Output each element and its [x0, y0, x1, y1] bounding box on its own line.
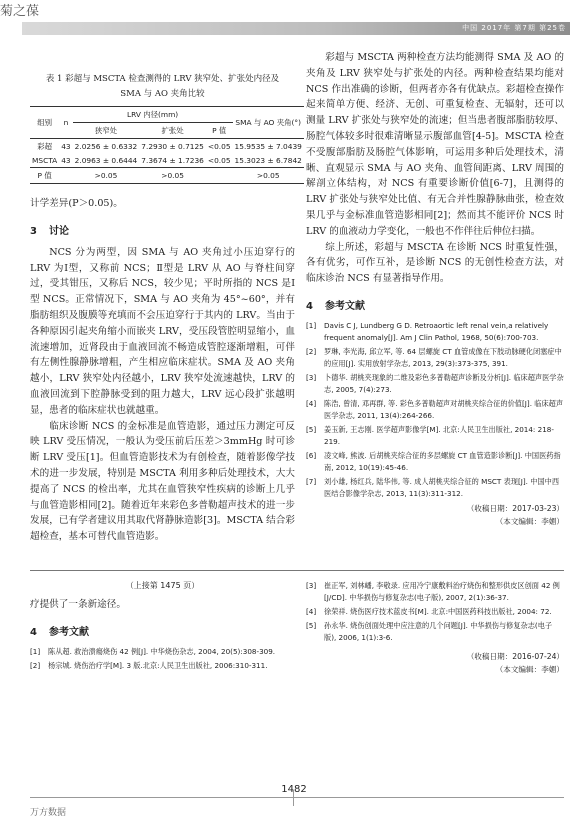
table-caption	[30, 72, 295, 102]
reference-list	[306, 320, 564, 500]
footer-line	[30, 797, 564, 798]
discussion-number: 3	[30, 225, 37, 237]
cell-expand: >0.05	[139, 168, 206, 184]
journal-header: 中国 2017年 第7期 第25卷	[462, 24, 566, 32]
reference-item	[306, 398, 564, 422]
footer-tick	[293, 790, 294, 806]
bottom-left-column	[30, 580, 295, 674]
cell-angle: >0.05	[233, 168, 304, 184]
bottom-right-column	[306, 580, 564, 676]
cell-narrow: 2.0256 ± 0.6332	[74, 142, 138, 151]
bottom-right-reference-list	[306, 580, 564, 644]
comparison-table	[30, 106, 304, 184]
cell-p: <0.05	[206, 154, 233, 168]
col-expand: 扩张处	[139, 123, 206, 139]
cell-n: 43	[61, 142, 71, 151]
reference-item	[306, 620, 564, 644]
reference-text: 杨宗城. 烧伤治疗学[M]. 3 版.北京:人民卫生出版社, 2006:310-311.	[48, 660, 268, 670]
col-n: n	[59, 107, 72, 139]
reference-text: Davis C J, Lundberg G D. Retroaortic left renal vein,a relatively frequent anomaly[J]. Am J Clin Pathol, 1968, 50(6):700-703.	[324, 320, 549, 342]
reference-item	[306, 580, 564, 604]
reference-text: 陈浩, 曾清, 邓再群, 等. 彩色多普勒超声对胡桃夹综合征的价值[J]. 临床超声医学杂志, 2011, 13(4):264-266.	[324, 398, 564, 420]
col-group: 组别	[30, 107, 59, 139]
reference-number: [1]	[306, 320, 317, 330]
cell-group: 彩超	[37, 142, 53, 151]
left-column	[30, 50, 302, 545]
discussion-title: 讨论	[48, 225, 69, 237]
reference-number: [4]	[306, 398, 317, 408]
right-paragraph-1: 彩超与 MSCTA 两种检查方法均能测得 SMA 及 AO 的夹角及 LRV 狭窄处与扩张处的内径。两种检查结果均能对 NCS 作出准确的诊断，但两者亦各有优缺点。彩超检查操作起来简单方便、经济、无创、可重复检查、无辐射，还可以测量 LRV 扩张处与狭窄处的流速；但当患者腹部脂肪较厚、肠腔气体较多时很难清晰显示腹部血管[4-5]。MSCTA 检查不受腹部脂肪及肠腔气体影响，可运用多种后处理技术，清晰、直观显示 SMA 与 AO 夹角、血管间距离、LRV 周围的解剖立体结构，对 NCS 有重要诊断价值[6-7]，且测得的 LRV 扩张处与狭窄处比值、有无合并性腺静脉曲张，检查效果几乎与金标准血管造影相同[2]；然而其不能评价 NCS 时 LRV 的血液动力学变化，一般也不作伴往后伸位扫描。	[306, 52, 564, 237]
received-date: （收稿日期：2017-03-23）	[466, 503, 564, 513]
reference-text: 罗琳, 李光海, 邱立军, 等. 64 层螺旋 CT 血管成像在下肢动脉硬化闭塞症中的应用[J]. 实用放射学杂志, 2013, 29(3):373-375, 391.	[324, 346, 562, 368]
reference-number: [1]	[30, 646, 41, 656]
reference-text: 徐荣祥. 烧伤医疗技术蓝皮书[M]. 北京:中国医药科技出版社, 2004: 72.	[324, 607, 552, 616]
cell-angle: 15.3023 ± 6.7842	[233, 154, 304, 168]
col-narrow: 狭窄处	[73, 123, 140, 139]
table-caption-line2: SMA 与 AO 夹角比较	[120, 89, 205, 99]
reference-number: [4]	[306, 607, 317, 616]
references-title: 参考文献	[324, 300, 365, 312]
bottom-references-number: 4	[30, 626, 37, 638]
reference-number: [3]	[306, 581, 317, 590]
continued-note: （上接第 1475 页）	[125, 581, 200, 590]
reference-item	[306, 346, 564, 370]
table-row	[30, 154, 304, 168]
editor-note: （本文编辑：李媚）	[495, 516, 564, 526]
reference-text: 陈从超. 救治溃瘍烧伤 42 例[J]. 中华烧伤杂志, 2004, 20(5):308-309.	[48, 646, 276, 656]
cell-p	[206, 168, 233, 184]
col-p: P 值	[206, 123, 233, 139]
bottom-reference-list	[30, 646, 295, 672]
reference-number: [6]	[306, 450, 317, 460]
cell-n	[59, 168, 72, 184]
reference-item	[306, 450, 564, 474]
bottom-paragraph: 疗提供了一条新途径。	[30, 599, 126, 610]
reference-text: 刘小雄, 杨红兵, 陆华伟, 等. 成人胡桃夹综合征的 MSCT 表现[J]. 中国中西医结合影像学杂志, 2013, 11(3):311-312.	[324, 476, 560, 498]
cell-angle: 15.9535 ± 7.0439	[234, 142, 302, 151]
discussion-paragraph-2: 临床诊断 NCS 的金标准是血管造影，通过压力测定可反映 LRV 受压情况，一般认为受压前后压差＞3mmHg 时可诊断 LRV 受压[1]。但血管造影技术为有创检查，随着影像学技术的进一步发展，特别是 MSCTA 利用多种后处理技术，大大提高了 NCS 的检出率，尤其在血管狭窄性疾病的诊断上几乎与血管造影相同[2]。随着近年来彩色多普勒超声技术的进一步发展，已有学者建议用其取代肾静脉造影[3]。MSCTA 结合彩超检查，基本可替代血管造影。	[30, 420, 295, 543]
cell-p: <0.05	[207, 142, 231, 151]
reference-text: 姜玉新, 王志刚. 医学超声影像学[M]. 北京:人民卫生出版社, 2014: 218-219.	[324, 424, 554, 446]
right-paragraph-2: 综上所述，彩超与 MSCTA 在诊断 NCS 时重复性强，各有优劣，可作互补，是诊断 NCS 的无创性检查方法，对临床诊治 NCS 有显著指导作用。	[306, 241, 564, 285]
cell-group: MSCTA	[30, 154, 59, 168]
bottom-references-heading	[30, 623, 295, 638]
reference-item	[30, 660, 295, 672]
page-number: 1482	[281, 784, 307, 795]
references-heading	[306, 297, 564, 312]
stat-sentence: 计学差异(P＞0.05)。	[30, 198, 123, 209]
reference-item	[30, 646, 295, 658]
table-row	[30, 168, 304, 184]
reference-item	[306, 606, 564, 618]
bottom-references-title: 参考文献	[48, 626, 89, 638]
reference-number: [3]	[306, 372, 317, 382]
cell-expand: 7.2930 ± 0.7125	[141, 142, 204, 151]
reference-number: [2]	[30, 660, 41, 670]
cell-expand: 7.3674 ± 1.7236	[139, 154, 206, 168]
reference-text: 卜德华. 胡桃夹现象的二维及彩色多普勒超声诊断及分析[J]. 临床超声医学杂志, 2005, 7(4):273.	[324, 372, 564, 394]
reference-number: [7]	[306, 476, 317, 486]
bottom-received-date: （收稿日期：2016-07-24）	[466, 652, 564, 661]
cell-narrow: 2.0963 ± 0.6444	[73, 154, 140, 168]
cell-group: P 值	[30, 168, 59, 184]
col-angle: SMA 与 AO 夹角(°)	[233, 107, 304, 139]
table-header-row	[30, 107, 304, 123]
reference-text: 孙永华. 烧伤创面处理中应注意的几个问题[J]. 中华损伤与修复杂志(电子版), 2006, 1(1):3-6.	[324, 621, 553, 642]
reference-item	[306, 476, 564, 500]
reference-item	[306, 320, 564, 344]
reference-item	[306, 424, 564, 448]
top-watermark: 菊之葆	[0, 4, 40, 19]
reference-item	[306, 372, 564, 396]
footer-watermark: 万方数据	[30, 808, 67, 818]
bottom-editor-note: （本文编辑：李媚）	[495, 665, 564, 674]
cell-n: 43	[59, 154, 72, 168]
reference-text: 凌文峰, 熊波. 后胡桃夹综合征的多层螺旋 CT 血管造影诊断[J]. 中国医药指南, 2012, 10(19):45-46.	[324, 450, 561, 472]
references-number: 4	[306, 300, 313, 312]
right-column	[306, 50, 564, 528]
reference-number: [5]	[306, 424, 317, 434]
col-lrv: LRV 内径(mm)	[73, 107, 233, 123]
discussion-paragraph-1: NCS 分为两型，因 SMA 与 AO 夹角过小压迫穿行的 LRV 为Ⅰ型，又称前 NCS；Ⅱ型是 LRV 从 AO 与脊柱间穿过，受其钳压，又称后 NCS，较少见；平时所指的 NCS 是Ⅰ型 NCS。正常情况下，SMA 与 AO 夹角为 45°~60°，并有脂肪组织及腹膜等充填而不会压迫穿行于其内的 LRV。当由于各种原因引起夹角缩小而嵌夹 LRV，受压段管腔明显缩小，血流速增加，近肾段由于血液回流不畅造成管腔逐渐增粗，可伴有左侧性腺静脉增粗，产生相应临床症状。SMA 及 AO 夹角越小，LRV 狭窄处内径越小，LRV 狭窄处流速越快，LRV 的血液回流到下腔静脉受到的阻力越大，LRV 远心段扩张越明显，患者的临床症状也就越重。	[30, 246, 295, 416]
reference-number: [5]	[306, 621, 317, 630]
discussion-heading	[30, 222, 295, 237]
reference-number: [2]	[306, 346, 317, 356]
reference-text: 崔正军, 刘林嶓, 李敬录. 应用冷宁康敷料治疗烧伤和整形供皮区创面 42 例[J/CD]. 中华损伤与修复杂志(电子版), 2007, 2(1):36-37.	[324, 581, 560, 602]
table-row	[30, 139, 304, 155]
cell-narrow: >0.05	[73, 168, 140, 184]
section-divider	[30, 570, 564, 571]
table-caption-line1: 表 1 彩超与 MSCTA 检查测得的 LRV 狭窄处、扩张处内径及	[45, 74, 280, 84]
